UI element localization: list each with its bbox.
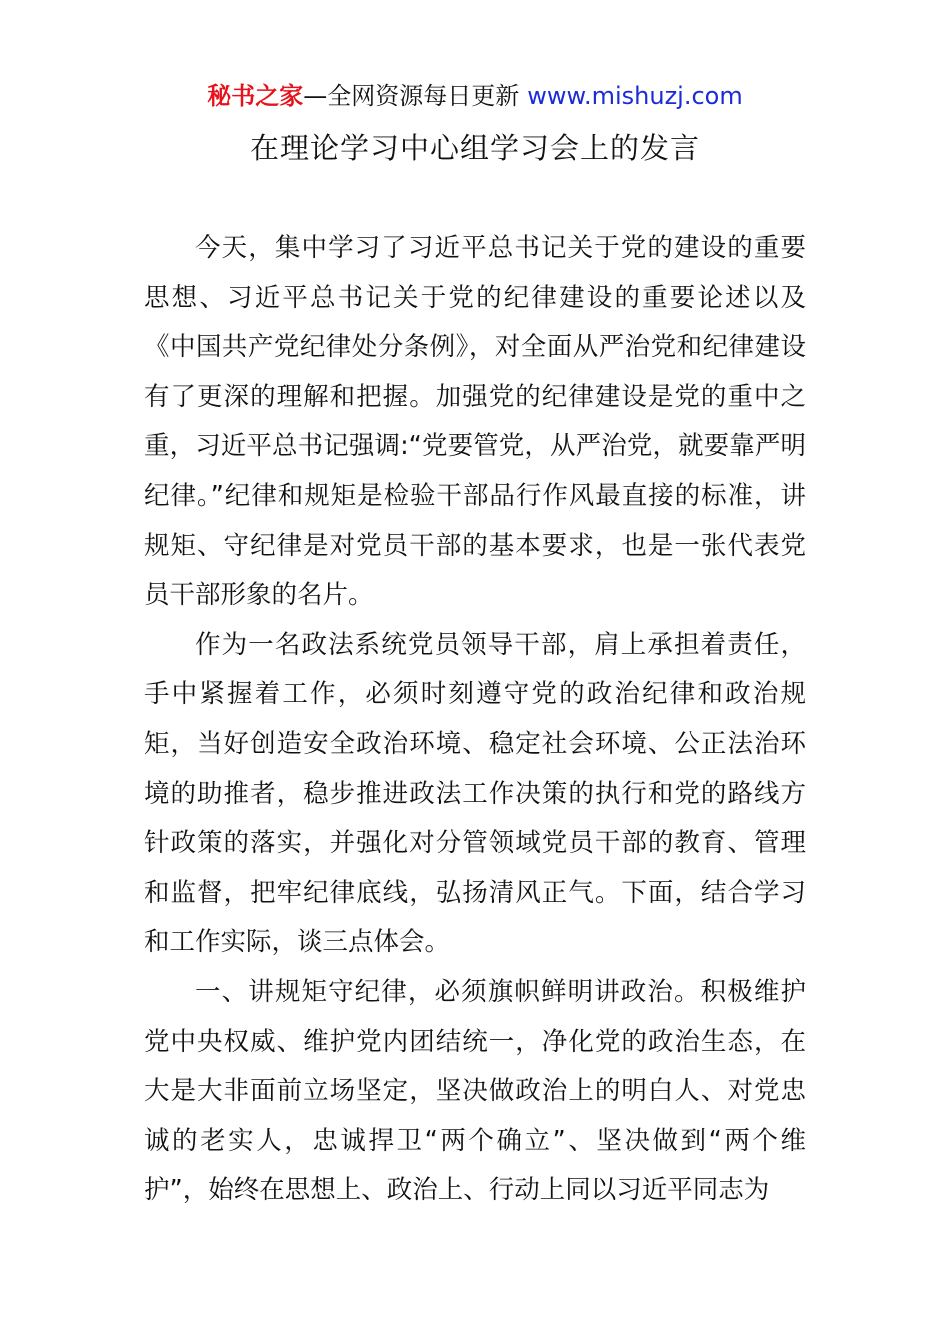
site-header xyxy=(0,80,950,112)
header-dash: — xyxy=(303,82,328,110)
document-body xyxy=(144,224,806,1216)
site-url-link[interactable]: www.mishuzj.com xyxy=(527,82,743,110)
document-title: 在理论学习中心组学习会上的发言 xyxy=(249,131,700,165)
brand-name: 秘书之家 xyxy=(207,82,304,110)
paragraph-1: 今天，集中学习了习近平总书记关于党的建设的重要思想、习近平总书记关于党的纪律建设的重要论述以及《中国共产党纪律处分条例》，对全面从严治党和纪律建设有了更深的理解和把握。加强党的纪律建设是党的重中之重，习近平总书记强调:“党要管党，从严治党，就要靠严明纪律。”纪律和规矩是检验干部品行作风最直接的标准，讲规矩、守纪律是对党员干部的基本要求，也是一张代表党员干部形象的名片。 xyxy=(144,233,806,611)
paragraph-3: 一、讲规矩守纪律，必须旗帜鲜明讲政治。积极维护党中央权威、维护党内团结统一，净化党的政治生态，在大是大非面前立场坚定，坚决做政治上的明白人、对党忠诚的老实人，忠诚捍卫“两个确立”、坚决做到“两个维护”，始终在思想上、政治上、行动上同以习近平同志为 xyxy=(144,976,806,1206)
header-tagline: 全网资源每日更新 xyxy=(327,82,520,110)
paragraph-2: 作为一名政法系统党员领导干部，肩上承担着责任，手中紧握着工作，必须时刻遵守党的政治纪律和政治规矩，当好创造安全政治环境、稳定社会环境、公正法治环境的助推者，稳步推进政法工作决策的执行和党的路线方针政策的落实，并强化对分管领域党员干部的教育、管理和监督，把牢纪律底线，弘扬清风正气。下面，结合学习和工作实际，谈三点体会。 xyxy=(144,629,806,958)
